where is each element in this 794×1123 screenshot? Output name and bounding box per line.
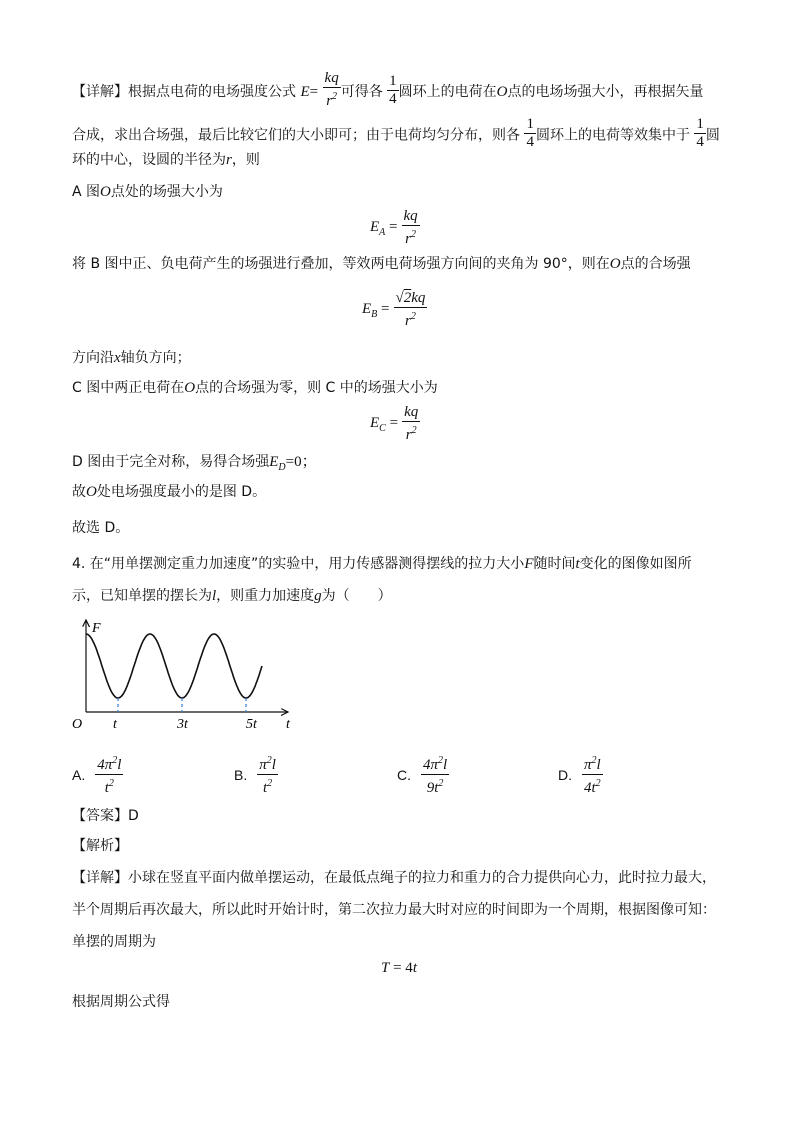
detail-line-2: 半个周期后再次最大，所以此时开始计时，第二次拉力最大时对应的时间即为一个周期，根据图像可知：	[72, 902, 716, 918]
question-4-line-2: 示，已知单摆的摆长为l，则重力加速度g为（ ）	[72, 588, 392, 604]
option-a[interactable]: A. $\frac{4\pi^2l}{t^2}$	[72, 752, 123, 797]
tick-label-5t: 5t	[246, 717, 257, 732]
detail-line-3: 单摆的周期为	[72, 934, 156, 950]
equation-ec: $E_C$ = $\frac{kq}{r^2}$	[370, 404, 419, 443]
solution-line-9: 故O处电场强度最小的是图 D。	[72, 484, 267, 500]
quarter-fraction: $\frac{1}{4}$	[526, 116, 534, 150]
option-d[interactable]: D. $\frac{\pi^2l}{4t^2}$	[558, 752, 603, 797]
y-axis-label: F	[92, 621, 101, 636]
option-c[interactable]: C. $\frac{4\pi^2l}{9t^2}$	[397, 752, 449, 797]
solution-line-4: A 图O点处的场强大小为	[72, 184, 223, 200]
solution-line-8: D 图由于完全对称，易得合场强$E_D=0$；	[72, 454, 317, 473]
x-axis-label: t	[286, 717, 290, 732]
equation-period: T = 4t	[381, 960, 417, 976]
detail-tag: 【详解】	[72, 84, 128, 100]
answer-value: D	[128, 808, 139, 824]
detail-line-1: 【详解】小球在竖直平面内做单摆运动，在最低点绳子的拉力和重力的合力提供向心力，此时拉力最大，	[72, 870, 716, 886]
answer-line	[72, 806, 139, 826]
equation-eb: $E_B$ = $\frac{√2kq}{r^2}$	[362, 290, 426, 329]
solution-line-6: 方向沿x轴负方向；	[72, 350, 191, 366]
coulomb-fraction: $\frac{kq}{r^2}$	[324, 70, 339, 109]
origin-label: O	[72, 717, 83, 732]
analysis-heading: 【解析】	[72, 838, 128, 854]
detail-line-4: 根据周期公式得	[72, 994, 170, 1010]
force-curve	[86, 634, 262, 698]
answer-tag: 【答案】	[72, 808, 128, 824]
question-4-line-1: 4. 在“用单摆测定重力加速度”的实验中，用力传感器测得摆线的拉力大小F随时间t变化的图像如图所	[72, 556, 692, 572]
tick-label-t: t	[113, 717, 117, 732]
solution-line-7: C 图中两正电荷在O点的合场强为零，则 C 中的场强大小为	[72, 380, 438, 396]
equation-ea: $E_A$ = $\frac{kq}{r^2}$	[370, 208, 418, 247]
tick-label-3t: 3t	[177, 717, 188, 732]
force-time-graph	[66, 612, 306, 732]
solution-line-10: 故选 D。	[72, 520, 130, 536]
solution-line-1: 【详解】根据点电荷的电场强度公式 E= $\frac{kq}{r^2}$ 可得各 $\frac{1}{4}$ 圆环上的电荷在O点的电场场强大小，再根据矢量	[72, 70, 704, 109]
option-b[interactable]: B. $\frac{\pi^2l}{t^2}$	[234, 752, 278, 797]
solution-line-2: 合成，求出合场强，最后比较它们的大小即可；由于电荷均匀分布，则各 $\frac{1}{4}$ 圆环上的电荷等效集中于 $\frac{1}{4}$ 圆	[72, 116, 720, 150]
quarter-fraction: $\frac{1}{4}$	[389, 72, 397, 107]
solution-line-3: 环的中心，设圆的半径为r，则	[72, 152, 260, 168]
solution-line-5: 将 B 图中正、负电荷产生的场强进行叠加，等效两电荷场强方向间的夹角为 90°，则在O点的合场强	[72, 256, 691, 272]
quarter-fraction: $\frac{1}{4}$	[696, 116, 704, 150]
